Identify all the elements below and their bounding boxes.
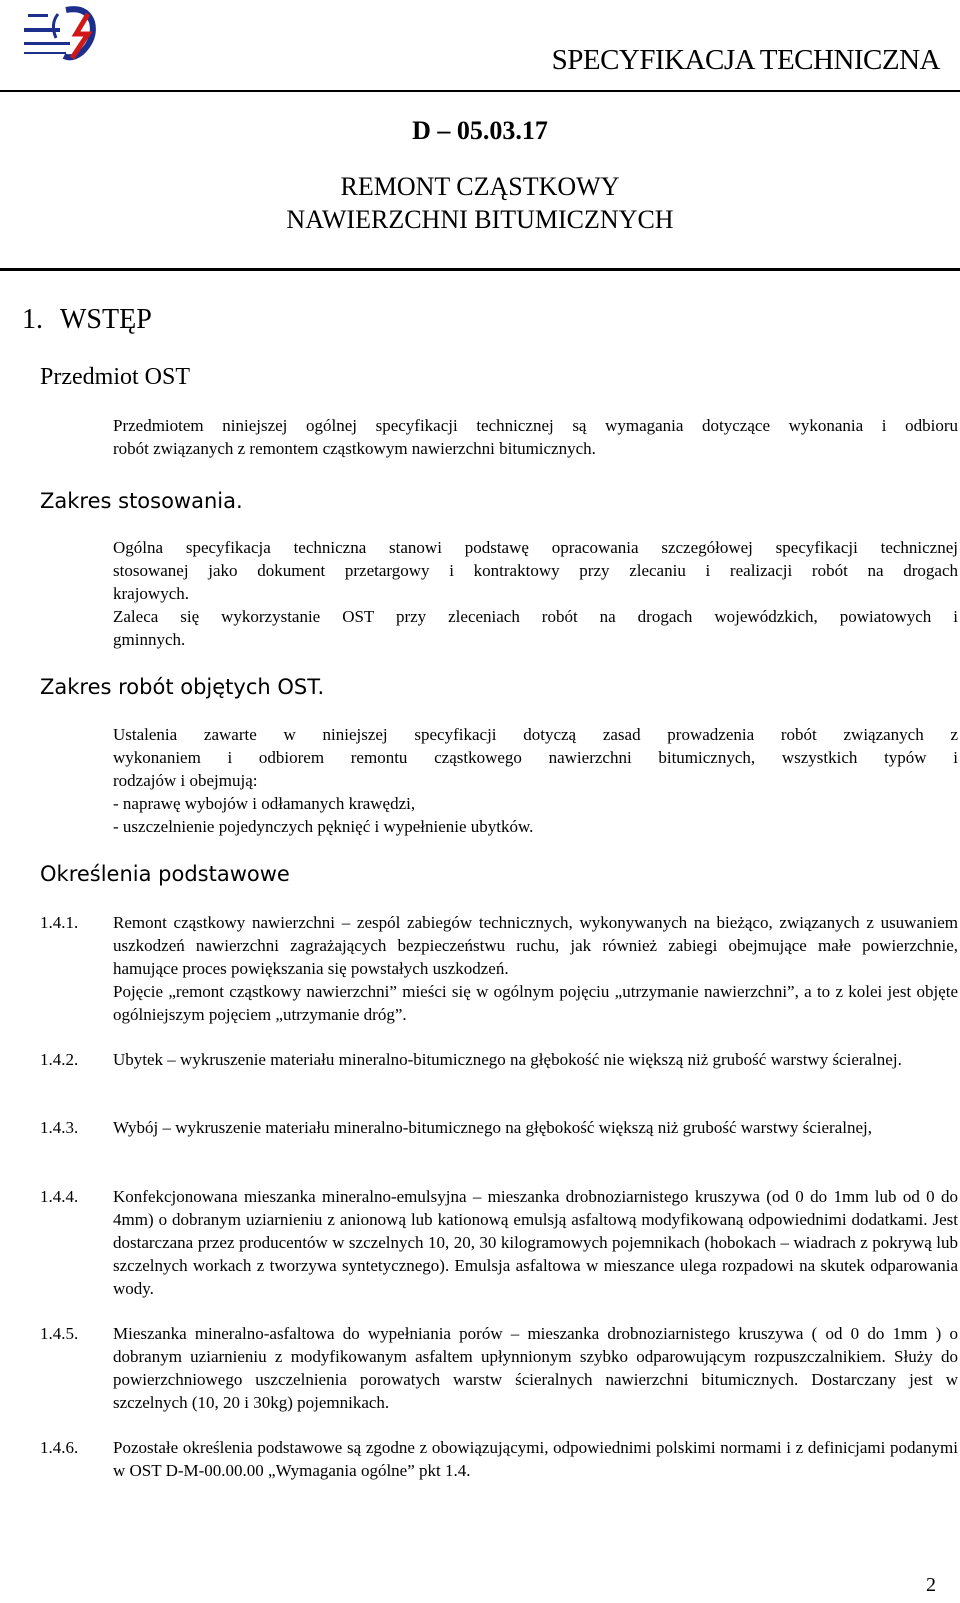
definition-number: 1.4.6. [40, 1438, 79, 1457]
zakres-line: krajowych. [113, 584, 190, 603]
definition-text: Pozostałe określenia podstawowe są zgodne z obowiązującymi, odpowiednimi polskimi normami i z definicjami podanymi w OST D-M-00.00.00 „Wymagania ogólne” pkt 1.4. [113, 1438, 958, 1480]
zakres-paragraph [113, 536, 958, 651]
document-title-line-2: NAWIERZCHNI BITUMICZNYCH [286, 205, 674, 234]
zakres-robot-line: wykonaniem i odbiorem remontu cząstkowego nawierzchni bitumicznych, wszystkich typów i [113, 748, 958, 767]
zakres-line: gminnych. [113, 630, 186, 649]
zakres-robot-line: rodzajów i obejmują: [113, 771, 258, 790]
header-title: SPECYFIKACJA TECHNICZNA [551, 44, 940, 76]
definition-item [40, 1116, 958, 1139]
company-logo [22, 4, 112, 68]
document-title [0, 170, 960, 236]
definition-number: 1.4.5. [40, 1324, 79, 1343]
definition-number: 1.4.3. [40, 1118, 79, 1137]
definition-text: Mieszanka mineralno-asfaltowa do wypełniania porów – mieszanka drobnoziarnistego kruszywa ( od 0 do 1mm ) o dobranym uziarnieniu z modyfikowanym asfaltem upłynnionym szybko odparowującym rozpuszczalnikiem. Służy do powierzchniowego uszczelnienia porowatych warstw ścieralnych nawierzchni bitumicznych. Dostarczany jest w szczelnych (10, 20 i 30kg) pojemnikach. [113, 1324, 958, 1412]
definition-number: 1.4.1. [40, 913, 79, 932]
section-heading [22, 304, 152, 336]
definition-number: 1.4.2. [40, 1050, 79, 1069]
definition-item [40, 1185, 958, 1300]
definition-item [40, 1048, 958, 1071]
zakres-robot-line: - naprawę wybojów i odłamanych krawędzi, [113, 794, 416, 813]
subsection-heading-okreslenia: Określenia podstawowe [40, 862, 290, 886]
zakres-robot-paragraph [113, 723, 958, 838]
definition-text: Remont cząstkowy nawierzchni – zespól zabiegów technicznych, wykonywanych na bieżąco, związanych z usuwaniem uszkodzeń nawierzchni zagrażających bezpieczeństwu ruchu, jak również zabiegi obejmujące małe powierzchnie, hamujące proces powiększania się powstałych uszkodzeń. [113, 913, 958, 978]
subsection-heading-zakres: Zakres stosowania. [40, 489, 243, 513]
zakres-line: Ogólna specyfikacja techniczna stanowi podstawę opracowania szczegółowej specyfikacji technicznej [113, 538, 958, 557]
subsection-heading-zakres-robot: Zakres robót objętych OST. [40, 675, 325, 699]
definition-text: Ubytek – wykruszenie materiału mineralno-bitumicznego na głębokość nie większą niż grubość warstwy ścieralnej. [113, 1050, 902, 1069]
title-divider [0, 268, 960, 271]
header-divider [0, 90, 960, 92]
definition-text: Konfekcjonowana mieszanka mineralno-emulsyjna – mieszanka drobnoziarnistego kruszywa (od 0 do 1mm lub od 0 do 4mm) o dobranym uziarnieniu z anionową lub kationową emulsją asfaltową modyfikowaną odpowiednimi dodatkami. Jest dostarczana przez producentów w szczelnych 10, 20, 30 kilogramowych pojemnikach (hobokach – wiadrach z pokrywą lub szczelnych workach z tworzywa syntetycznego). Emulsja asfaltowa w mieszance ulega rozpadowi na skutek odparowania wody. [113, 1187, 958, 1298]
document-title-line-1: REMONT CZĄSTKOWY [340, 172, 620, 201]
przedmiot-paragraph [113, 414, 958, 460]
zakres-robot-line: - uszczelnienie pojedynczych pęknięć i wypełnienie ubytków. [113, 817, 534, 836]
section-title: WSTĘP [60, 304, 152, 335]
document-code: D – 05.03.17 [412, 116, 548, 145]
definition-number: 1.4.4. [40, 1187, 79, 1206]
przedmiot-line: Przedmiotem niniejszej ogólnej specyfikacji technicznej są wymagania dotyczące wykonania i odbioru [113, 416, 958, 435]
zakres-line: stosowanej jako dokument przetargowy i kontraktowy przy zlecaniu i realizacji robót na drogach [113, 561, 958, 580]
zakres-line: Zaleca się wykorzystanie OST przy zleceniach robót na drogach wojewódzkich, powiatowych i [113, 607, 958, 626]
definition-item [40, 1322, 958, 1414]
definition-text: Wybój – wykruszenie materiału mineralno-bitumicznego na głębokość większą niż grubość warstwy ścieralnej, [113, 1118, 873, 1137]
section-number: 1. [22, 304, 43, 335]
subsection-heading-przedmiot: Przedmiot OST [40, 364, 190, 390]
definition-text-continued: Pojęcie „remont cząstkowy nawierzchni” mieści się w ogólnym pojęciu „utrzymanie nawierzchni”, a to z kolei jest objęte ogólniejszym pojęciem „utrzymanie dróg”. [113, 982, 958, 1024]
przedmiot-line: robót związanych z remontem cząstkowym nawierzchni bitumicznych. [113, 439, 596, 458]
definition-item [40, 911, 958, 1026]
page-number: 2 [926, 1574, 936, 1596]
definition-item [40, 1436, 958, 1482]
zakres-robot-line: Ustalenia zawarte w niniejszej specyfikacji dotyczą zasad prowadzenia robót związanych z [113, 725, 958, 744]
